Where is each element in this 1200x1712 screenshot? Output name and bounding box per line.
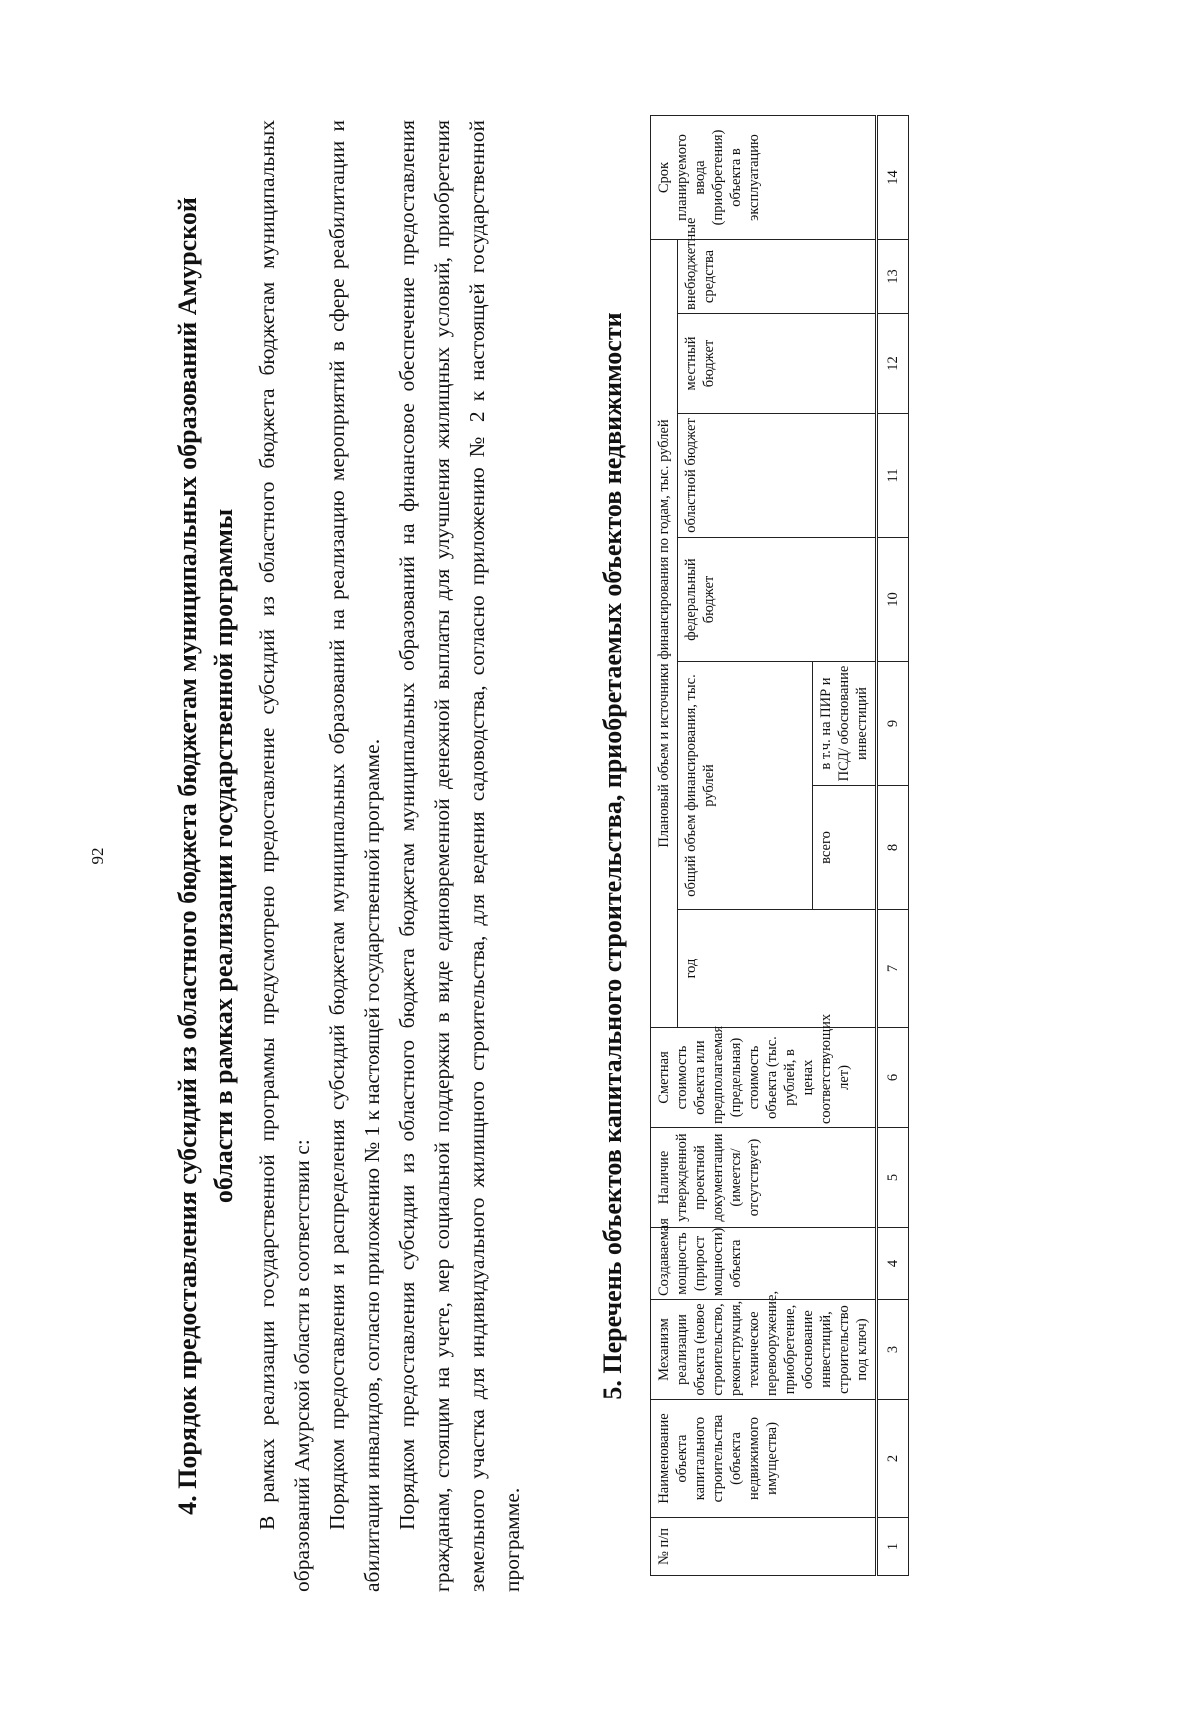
section-4-title-line-2: области в рамках реализации государственной программы bbox=[209, 508, 238, 1204]
column-number: 9 bbox=[877, 662, 909, 786]
header-capacity: Создаваемая мощность (прирост мощности) объекта bbox=[651, 1228, 877, 1300]
paragraph-2: Порядком предоставления и распределения субсидий бюджетам муниципальных образований на реализацию мероприятий в сфере реабилитации и абилитации инвалидов, согласно приложению № 1 к настоящей государственной программе. bbox=[325, 120, 384, 1592]
column-number: 8 bbox=[877, 786, 909, 910]
section-5-title: 5. Перечень объектов капитального строительства, приобретаемых объектов недвижимости bbox=[598, 312, 627, 1400]
paragraph-3: Порядком предоставления субсидии из областного бюджета бюджетам муниципальных образований на финансовое обеспечение предоставления гражданам, стоящим на учете, мер социальной поддержки в виде единовременной денежной выплаты для улучшения жилищных условий, приобретения земельного участка для индивидуального жилищного строительства, для ведения садоводства, согласно приложению № 2 к настоящей государственной программе. bbox=[395, 120, 524, 1592]
column-number: 13 bbox=[877, 240, 909, 314]
page-number: 92 bbox=[88, 847, 107, 865]
header-total-all: всего bbox=[813, 786, 877, 910]
column-number: 4 bbox=[877, 1228, 909, 1300]
header-estimated-cost: Сметная стоимость объекта или предполагаемая (предельная) стоимость объекта (тыс. рублей, в ценах соответствующих лет) bbox=[651, 1028, 877, 1128]
header-object-name: Наименование объекта капитального строительства (объекта недвижимого имущества) bbox=[651, 1400, 877, 1518]
column-number: 5 bbox=[877, 1128, 909, 1228]
column-number: 11 bbox=[877, 414, 909, 538]
header-local-budget: местный бюджет bbox=[678, 314, 877, 414]
capital-objects-table bbox=[650, 115, 909, 1576]
column-number: 12 bbox=[877, 314, 909, 414]
section-4-title-line-1: 4. Порядок предоставления субсидий из областного бюджета бюджетам муниципальных образований Амурской bbox=[173, 197, 202, 1515]
header-year: год bbox=[678, 910, 877, 1028]
column-number: 1 bbox=[877, 1518, 909, 1576]
header-num: № п/п bbox=[651, 1518, 877, 1576]
section-4 bbox=[170, 120, 530, 1592]
header-commissioning-term: Срок планируемого ввода (приобретения) объекта в эксплуатацию bbox=[651, 116, 877, 240]
column-number: 3 bbox=[877, 1300, 909, 1400]
column-number: 6 bbox=[877, 1028, 909, 1128]
header-total-funding: общий объем финансирования, тыс. рублей bbox=[678, 662, 813, 910]
header-mechanism: Механизм реализации объекта (новое строительство, реконструкция, техническое перевооружение, приобретение, обоснование инвестиций, строительство под ключ) bbox=[651, 1300, 877, 1400]
header-including-design: в т.ч. на ПИР и ПСД/ обоснование инвестиций bbox=[813, 662, 877, 786]
column-number: 7 bbox=[877, 910, 909, 1028]
paragraph-1: В рамках реализации государственной программы предусмотрено предоставление субсидий из областного бюджета бюджетам муниципальных образований Амурской области в соответствии с: bbox=[255, 120, 314, 1592]
column-numbers-row bbox=[877, 116, 909, 1576]
column-number: 14 bbox=[877, 116, 909, 240]
header-regional-budget: областной бюджет bbox=[678, 414, 877, 538]
header-project-docs: Наличие утвержденной проектной документации (имеется/отсутствует) bbox=[651, 1128, 877, 1228]
column-number: 2 bbox=[877, 1400, 909, 1518]
header-extrabudgetary: внебюджетные средства bbox=[678, 240, 877, 314]
header-federal-budget: федеральный бюджет bbox=[678, 538, 877, 662]
header-planned-funding: Плановый объем и источники финансирования по годам, тыс. рублей bbox=[651, 240, 678, 1028]
section-4-title bbox=[170, 120, 242, 1592]
column-number: 10 bbox=[877, 538, 909, 662]
